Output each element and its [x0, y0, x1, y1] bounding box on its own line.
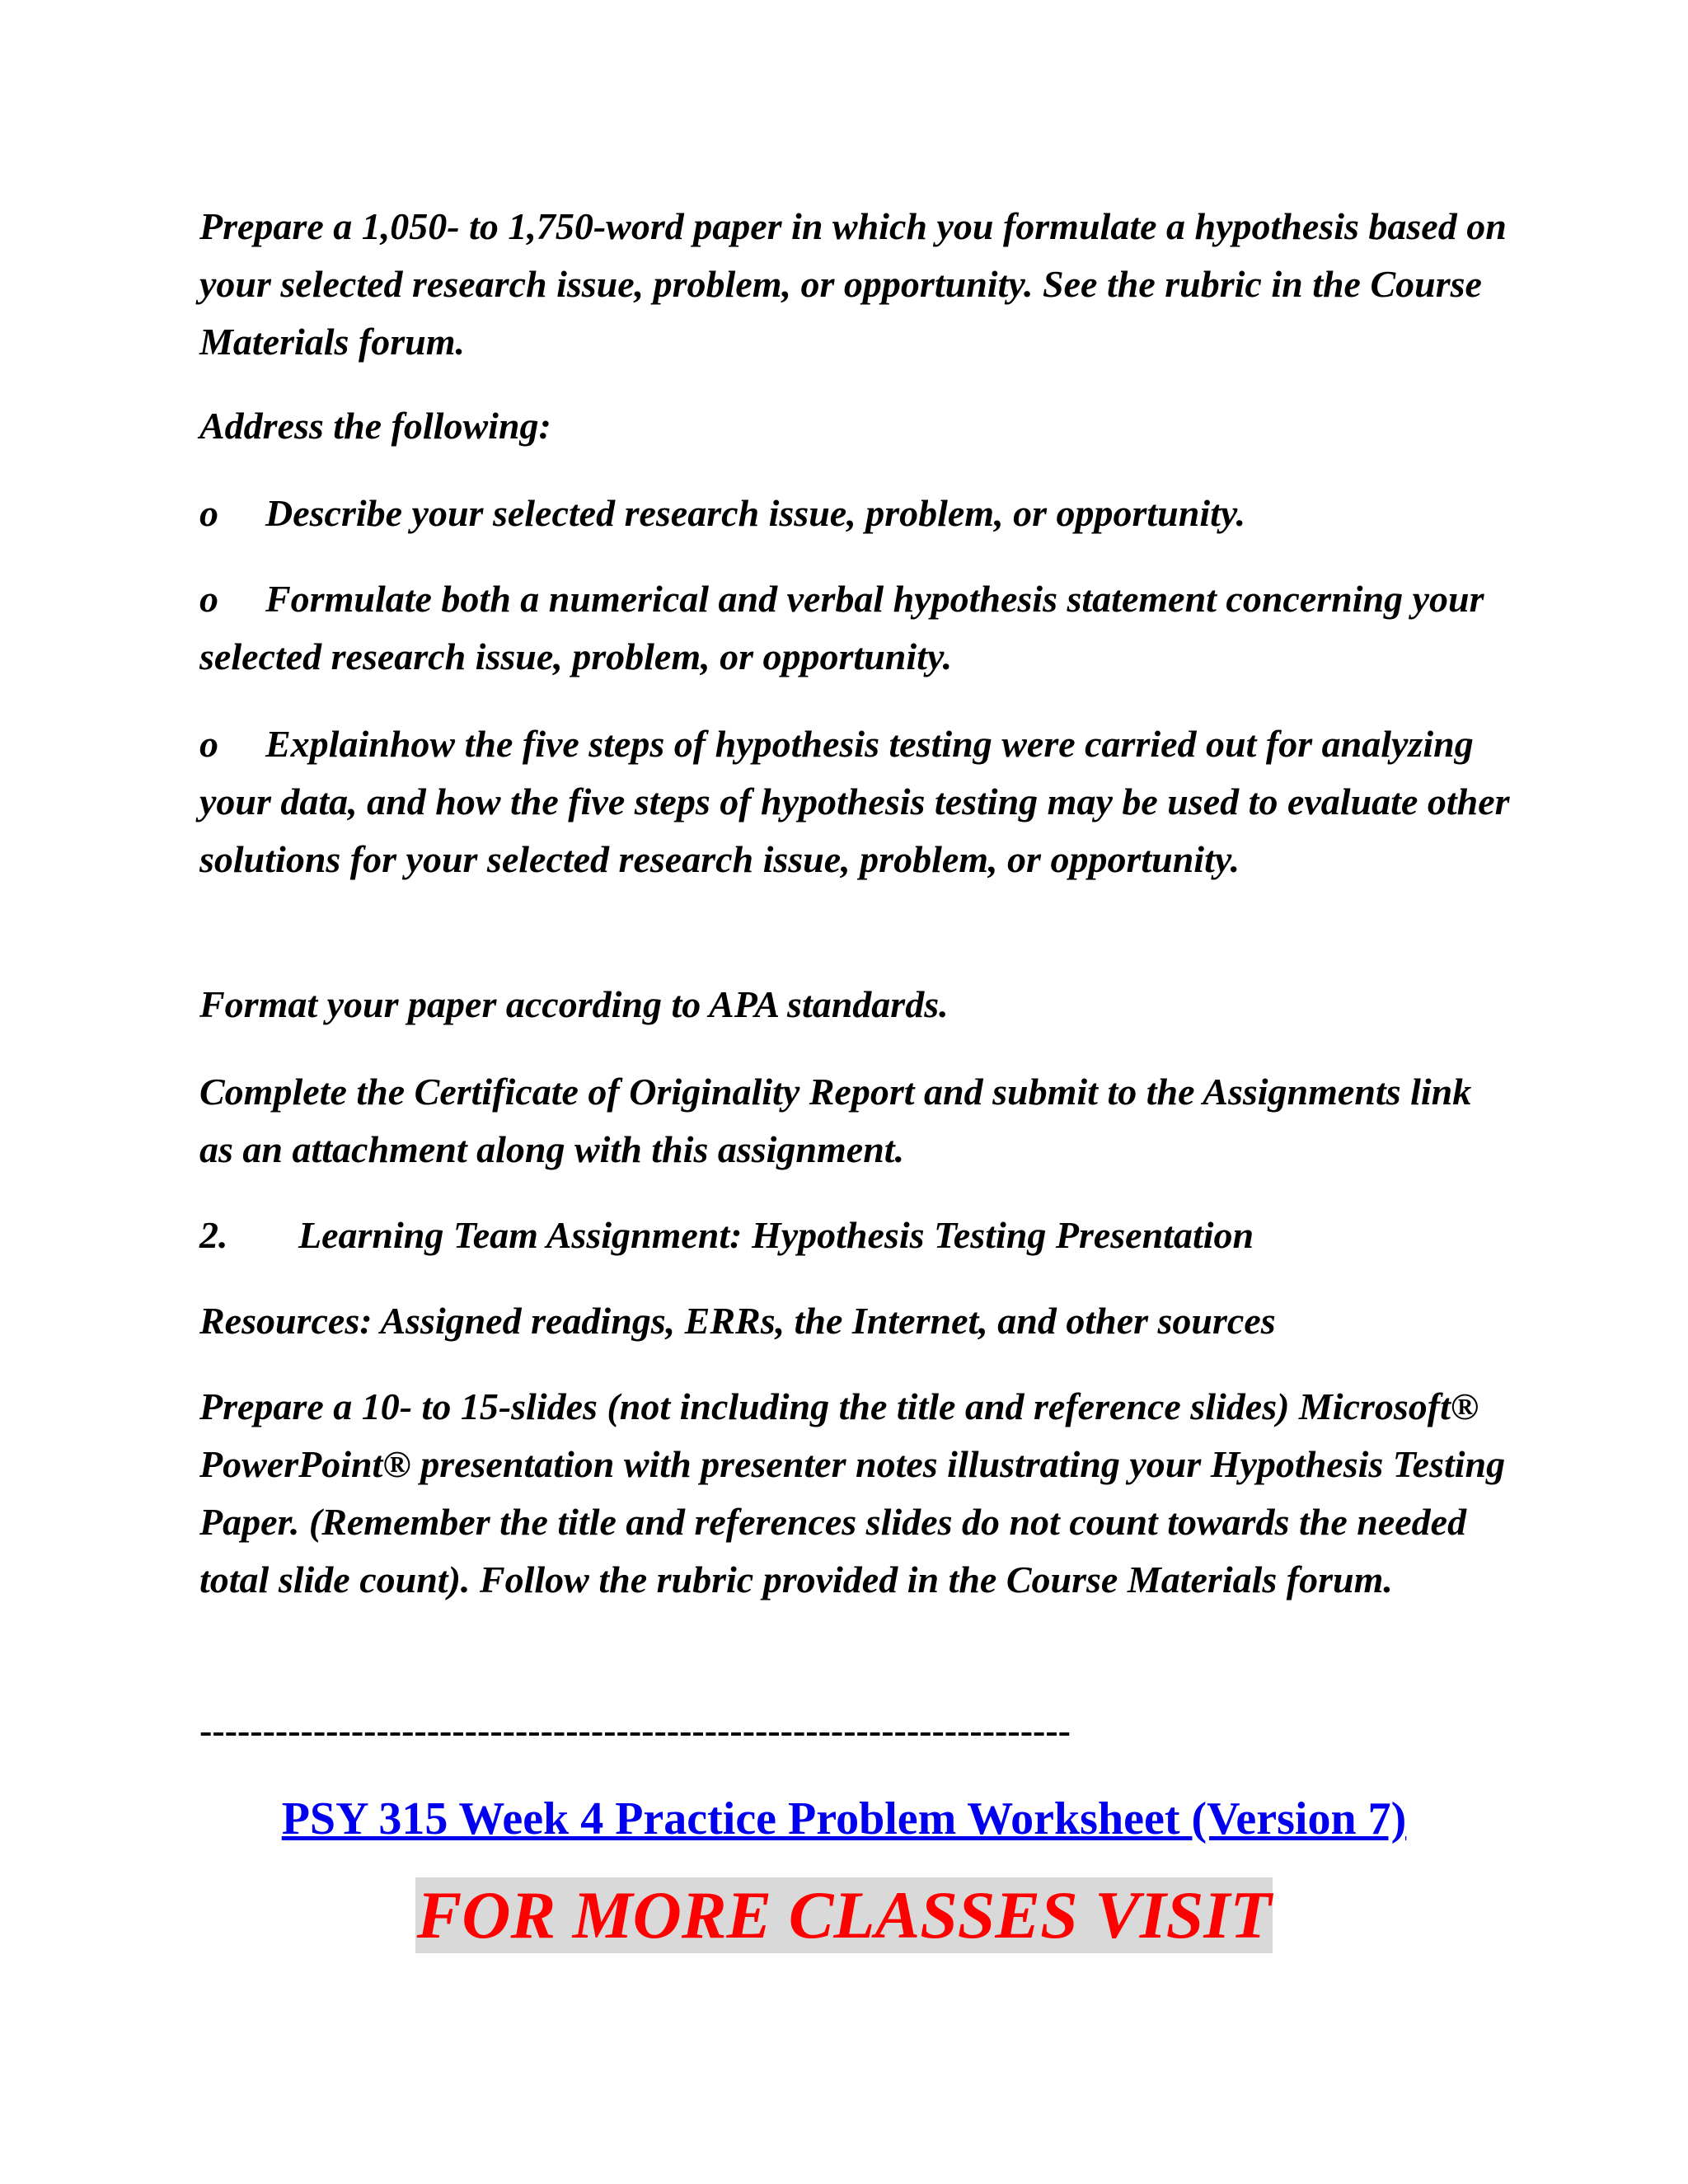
- bullet-marker: o: [199, 723, 218, 765]
- bullet-item-1-text: Describe your selected research issue, problem, or opportunity.: [265, 492, 1246, 534]
- format-paragraph: Format your paper according to APA standards.: [199, 983, 949, 1025]
- dashed-divider: ---------------------------------------------------------------------: [199, 1709, 1071, 1751]
- presentation-paragraph: Prepare a 10- to 15-slides (not including the title and reference slides) Microsoft® PowerPoint® presentation with presenter notes illustrating your Hypothesis Testing Paper. (Remember the title and references slides do not count towards the needed total slide count). Follow the rubric provided in the Course Materials forum.: [199, 1385, 1506, 1601]
- bullet-item-1: [199, 485, 1510, 542]
- cta-banner: [0, 1877, 1688, 1953]
- intro-paragraph: Prepare a 1,050- to 1,750-word paper in which you formulate a hypothesis based on your selected research issue, problem, or opportunity. See the rubric in the Course Materials forum.: [199, 205, 1507, 363]
- bullet-marker: o: [199, 492, 218, 534]
- bullet-item-3: [199, 715, 1510, 888]
- bullet-marker: o: [199, 578, 218, 620]
- certificate-paragraph: Complete the Certificate of Originality Report and submit to the Assignments link as an attachment along with this assignment.: [199, 1071, 1472, 1170]
- resources-paragraph: Resources: Assigned readings, ERRs, the Internet, and other sources: [199, 1300, 1276, 1342]
- address-heading: Address the following:: [199, 405, 551, 447]
- numbered-item-2-text: Learning Team Assignment: Hypothesis Testing Presentation: [298, 1214, 1254, 1256]
- number-marker: 2.: [199, 1214, 228, 1256]
- numbered-item-2: [199, 1207, 1510, 1264]
- more-classes-cta: FOR MORE CLASSES VISIT: [416, 1877, 1272, 1952]
- bullet-item-3-text: Explainhow the five steps of hypothesis testing were carried out for analyzing your data, and how the five steps of hypothesis testing may be used to evaluate other solutions for your selected research issue, problem, or opportunity.: [199, 723, 1510, 880]
- worksheet-link[interactable]: PSY 315 Week 4 Practice Problem Worksheet (Version 7): [281, 1793, 1407, 1844]
- bullet-item-2: [199, 570, 1510, 686]
- bullet-item-2-text: Formulate both a numerical and verbal hypothesis statement concerning your selected research issue, problem, or opportunity.: [199, 578, 1484, 677]
